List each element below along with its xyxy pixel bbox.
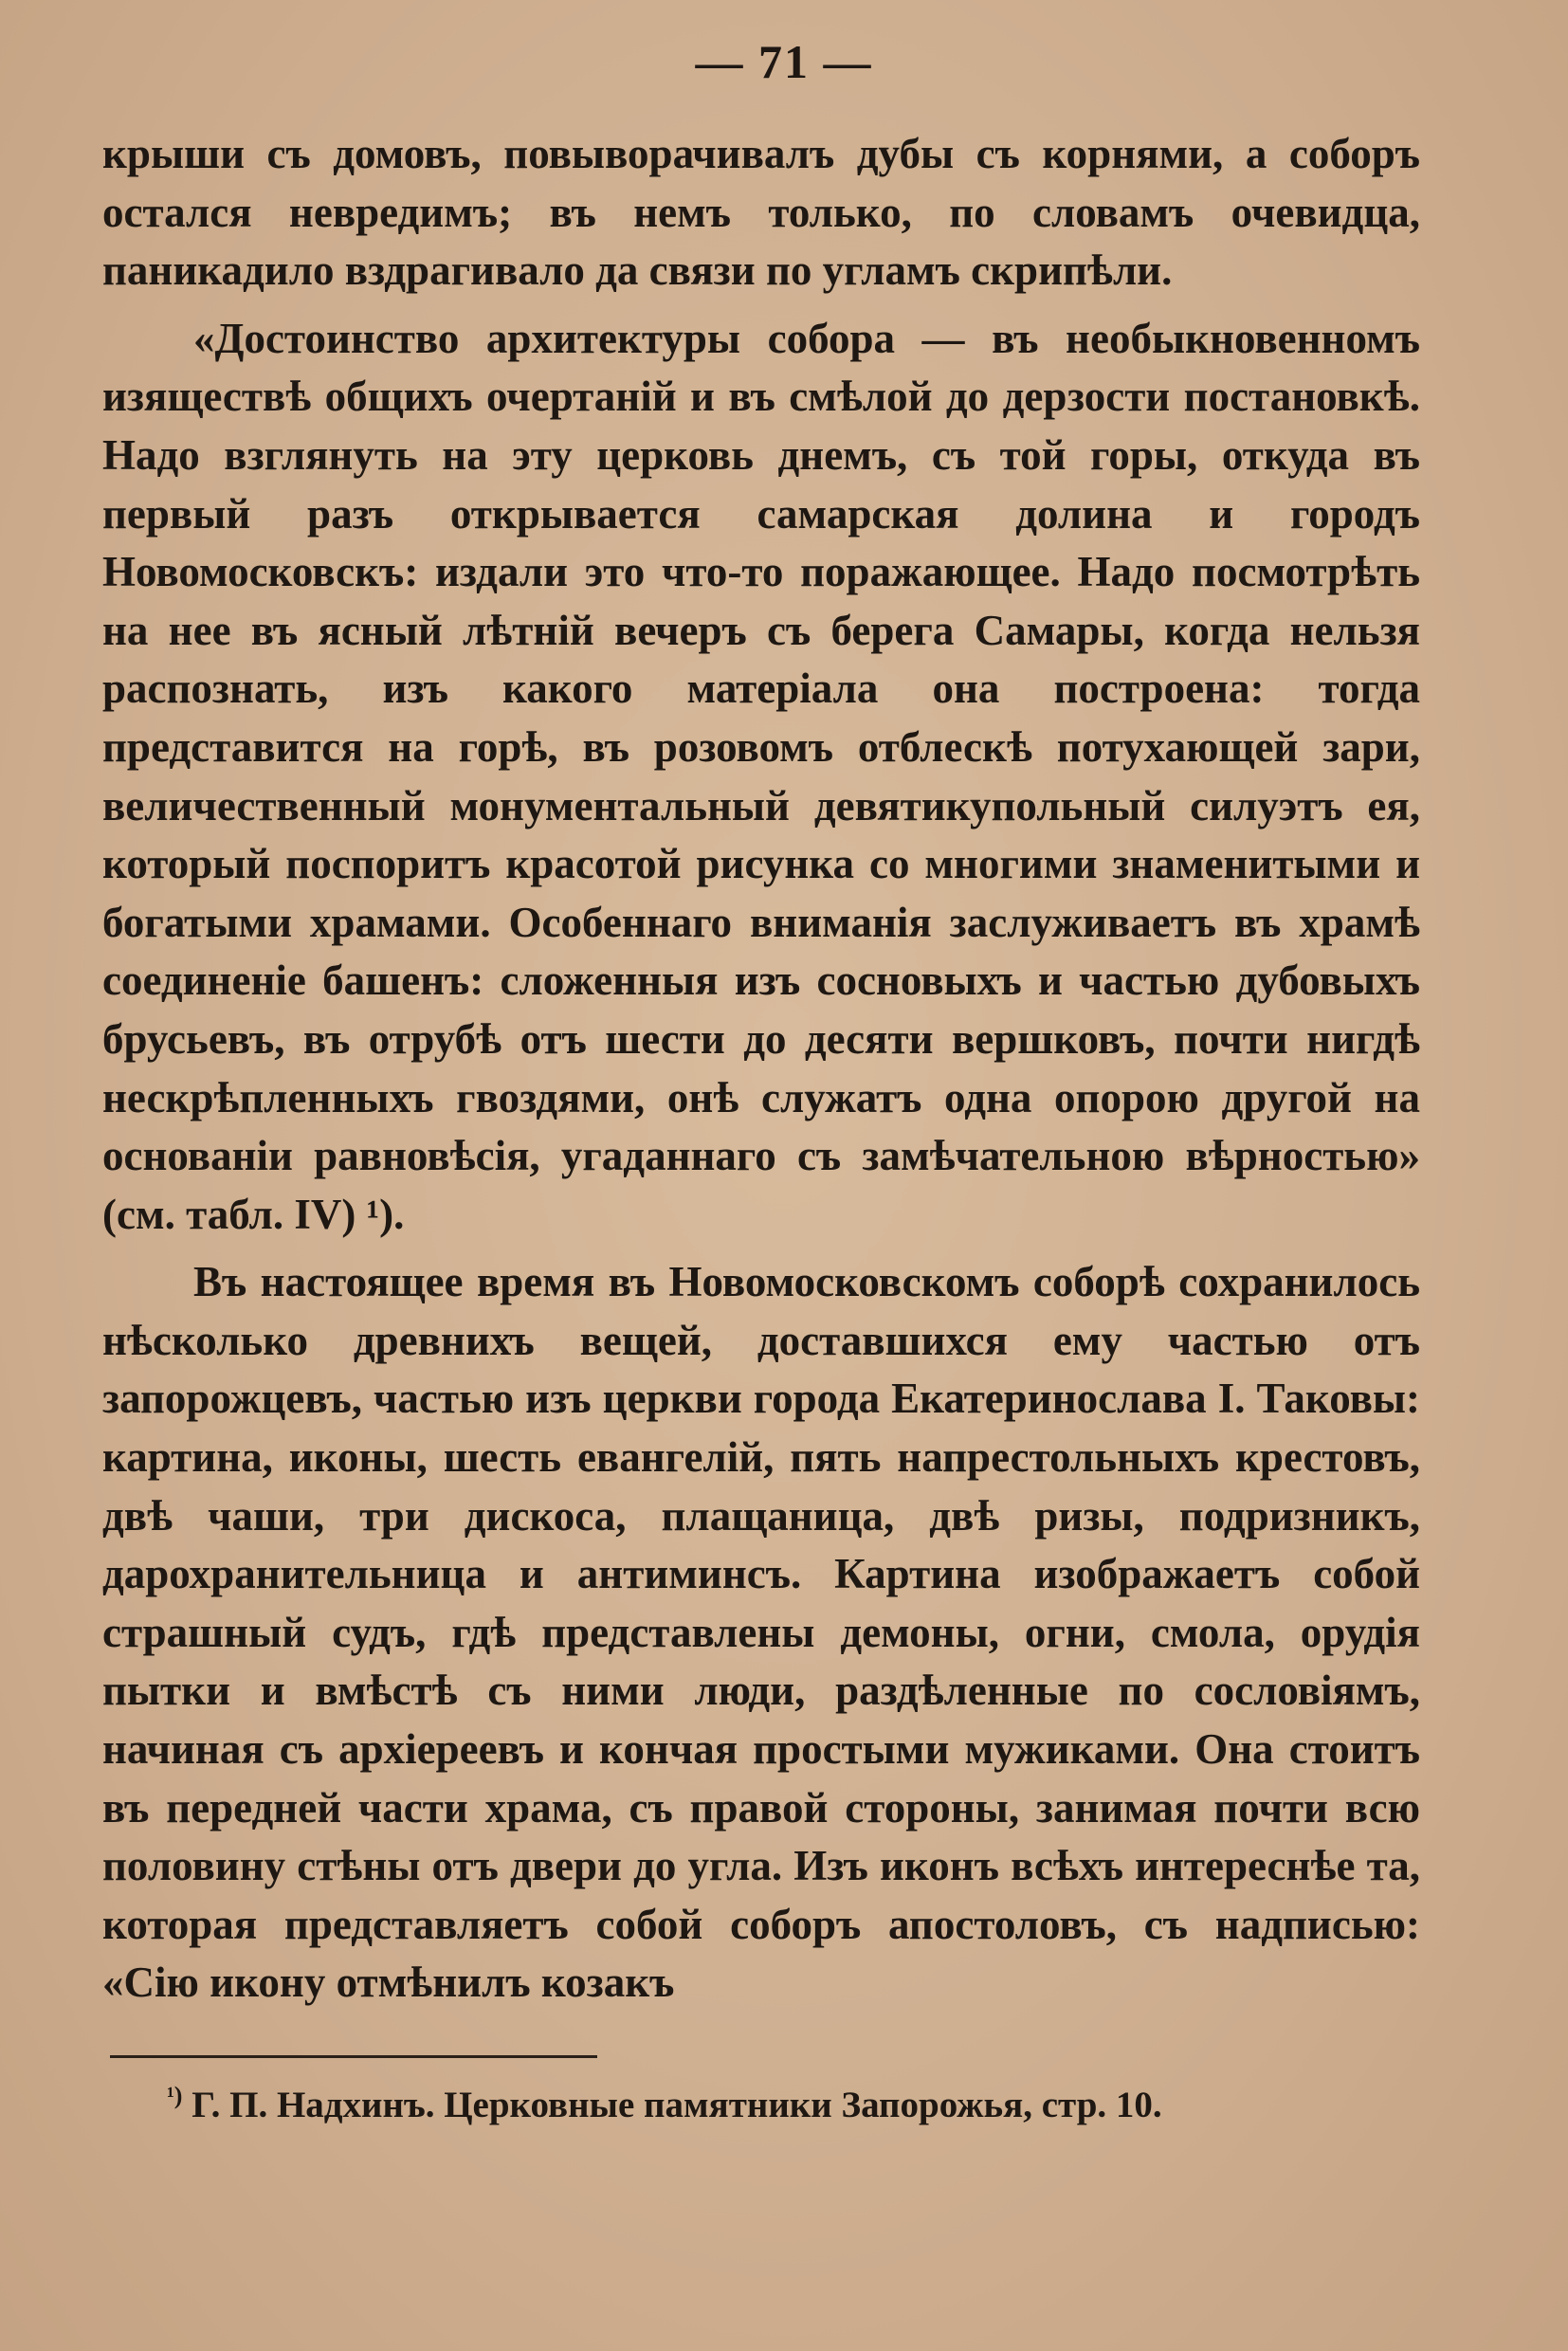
paragraph-quote: «Достоинство архитектуры собора — въ необыкновенномъ изяществѣ общихъ очертаній и въ смѣлой до дерзости постановкѣ. Надо взглянуть на эту церковь днемъ, съ той горы, откуда въ первый разъ открывается самарская долина и городъ Новомосковскъ: издали это что-то поражающее. Надо посмотрѣть на нее въ ясный лѣтній вечеръ съ берега Самары, когда нельзя распознать, изъ какого матеріала она построена: тогда представится на горѣ, въ розовомъ отблескѣ потухающей зари, величественный монументальный девятикупольный силуэтъ ея, который поспоритъ красотой рисунка со многими знаменитыми и богатыми храмами. Особеннаго вниманія заслуживаетъ въ храмѣ соединеніе башенъ: сложенныя изъ сосновыхъ и частью дубовыхъ брусьевъ, въ отрубѣ отъ шести до десяти вершковъ, почти нигдѣ нескрѣпленныхъ гвоздями, онѣ служатъ одна опорою другой на основаніи равновѣсія, угаданнаго съ замѣчательною вѣрностью» (см. табл. IV) ¹). (102, 314, 1420, 1238)
footnote-text: Г. П. Надхинъ. Церковные памятники Запорожья, стр. 10. (191, 2085, 1162, 2125)
paragraph-relics: Въ настоящее время въ Новомосковскомъ соборѣ сохранилось нѣсколько древнихъ вещей, доставшихся ему частью отъ запорожцевъ, частью изъ церкви города Екатеринослава I. Таковы: картина, иконы, шесть евангелій, пять напрестольныхъ крестовъ, двѣ чаши, три дискоса, плащаница, двѣ ризы, подризникъ, дарохранительница и антиминсъ. Картина изображаетъ собой страшный судъ, гдѣ представлены демоны, огни, смола, орудія пытки и вмѣстѣ съ ними люди, раздѣленные по сословіямъ, начиная съ архіереевъ и кончая простыми мужиками. Она стоитъ въ передней части храма, съ правой стороны, занимая почти всю половину стѣны отъ двери до угла. Изъ иконъ всѣхъ интереснѣе та, которая представляетъ собой соборъ апостоловъ, съ надписью: «Сію икону отмѣнилъ козакъ (102, 1258, 1420, 2007)
footnote-marker: ¹) (167, 2082, 183, 2109)
page-number: — 71 — (695, 35, 873, 88)
footnote-divider (110, 2055, 597, 2058)
paragraph-continuation: крыши съ домовъ, повыворачивалъ дубы съ корнями, а соборъ остался невредимъ; въ немъ только, по словамъ очевидца, паникадило вздрагивало да связи по угламъ скрипѣли. (102, 130, 1420, 295)
body-text (102, 125, 1420, 2013)
footnote (167, 2082, 1418, 2129)
